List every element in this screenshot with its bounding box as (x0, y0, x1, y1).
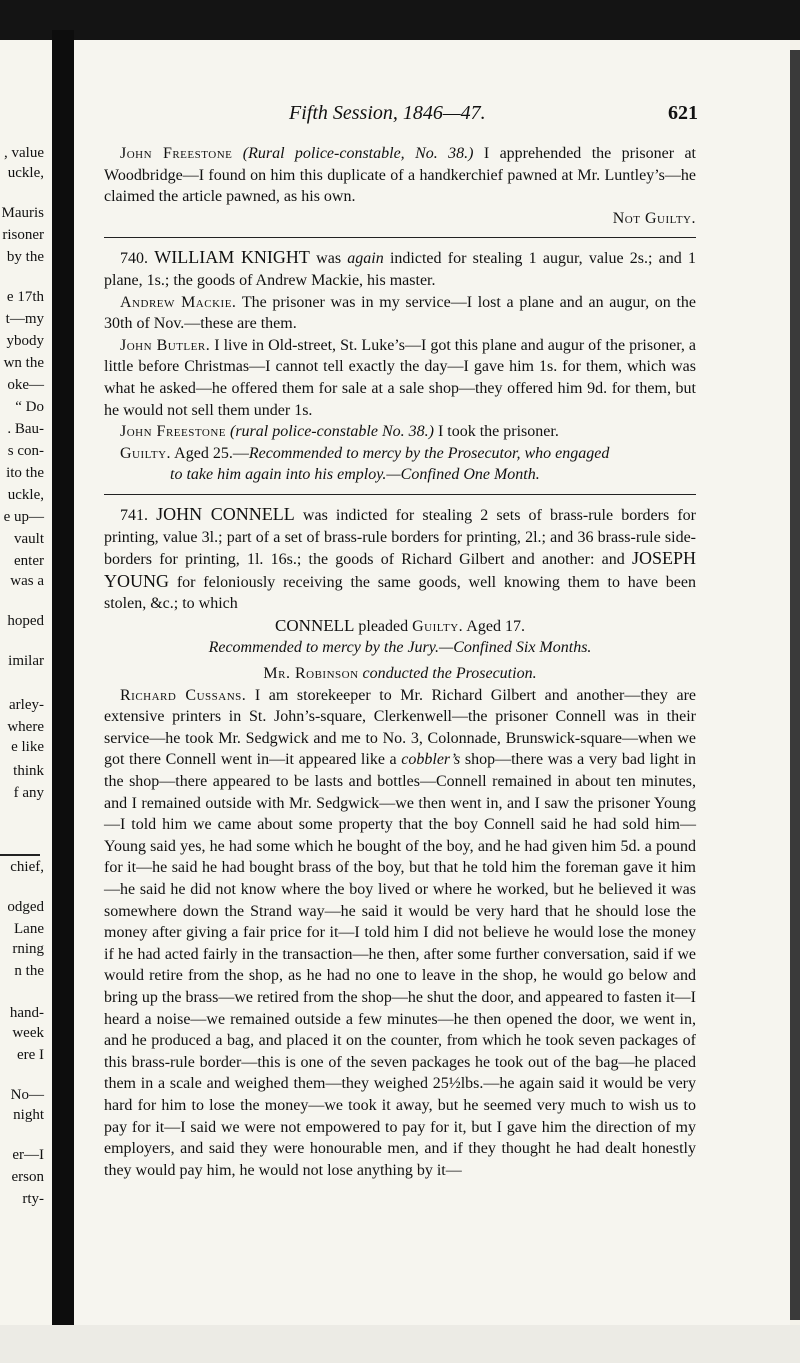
was-text: was (316, 250, 342, 268)
left-page-fragment: f any (13, 785, 44, 801)
left-page-fragment: ere I (16, 1047, 44, 1063)
charge-text: was indicted for stealing 2 sets of brass-rule borders for printing, value 3l.; part of a set of brass-rule borders for printing, 2l.; and 36 brass-rule side-borders for printing, 1l. 16s.; the goods of Richard Gilbert and another: and (104, 506, 696, 569)
left-page-fragment: e like (11, 739, 44, 755)
case-741-heading (104, 504, 696, 615)
witness-role: (Rural police-constable, No. 38.) (242, 145, 474, 162)
left-page-fragment: ybody (6, 333, 44, 349)
scan-bottom-border (0, 1325, 800, 1363)
testimony-paragraph (104, 421, 696, 443)
testimony-text-2: shop—there was a very bad light in the shop—there appeared to be lasts and bottles—Connell remained in about ten minutes, and I remained outside with Mr. Sedgwick—we then went in, and I saw the prisoner Young—I told him we came about some property that the boy Connell said he had sold him—Young said yes, he had some which he bought of the boy, and he had given him 5d. a pound for it—he said he had bought brass of the boy, but that he told him the foreman gave it him—he said he did not know where the boy lived or where he worked, but he believed it was somewhere down the Strand way—he said it would be very hard that he should lose the money after giving a fair price for it—I told him I did not believe he would lose the money if he had acted fairly in the transaction—he then, after some further conversation, said if we would retire from the shop, as he had no one to leave in the shop, he would go below and bring up the brass—we retired from the shop—he shut the door, and appeared to fasten it—I heard a noise—we remained outside a few minutes—he then opened the door, we went in, and he produced a bag, and placed it on the counter, from which he took seven packages of this brass-rule border—this is one of the seven packages he took out of the bag—he placed them in a scale and weighed them—they weighed 25½lbs.—he again said it would be very hard for him to lose the money—we took it away, but he seemed very much to wish us to pay for it—I said we were not empowered to pay for it, but I gave him the direction of my employers, and said they were honourable men, and if they thought he had dealt honestly they would pay him, he would not lose anything by it— (104, 751, 697, 1179)
left-page-fragment: . Bau- (7, 421, 44, 437)
left-page-fragment: where (7, 719, 44, 735)
left-page-fragment: imilar (8, 653, 44, 669)
testimony-text: I live in Old-street, St. Luke’s—I got this plane and augur of the prisoner, a little before Christmas—I cannot tell exactly the day—I gave him 1s. for them, which was what he asked—he offered them for sale at a sale shop—they offered him 9d. for them, but he would not sell them under 1s. (104, 336, 697, 419)
left-page-fragment: risoner (2, 227, 44, 243)
page-header (104, 102, 698, 130)
book-gutter (52, 30, 74, 1325)
left-page-fragment: week (12, 1025, 44, 1041)
left-page-fragment: odged (7, 899, 44, 915)
testimony-text: I am storekeeper to Mr. Richard Gilbert and another—they are extensive printers in St. John’s-square, Clerkenwell—the prisoner Connell was in their service—he took Mr. Sedgwick and me to No. 3, Colonnade, Brunswick-square—when we got there Connell went in—it appeared like a (104, 686, 697, 769)
testimony-paragraph (104, 685, 696, 1182)
left-page-fragment: No— (10, 1087, 44, 1103)
left-page-fragment: Lane (14, 921, 44, 937)
left-page-fragment: hoped (7, 613, 44, 629)
left-page-fragment: chief, (10, 859, 44, 875)
verdict-sentence: to take him again into his employ.—Confined One Month. (170, 466, 540, 484)
verdict-word: Guilty. (120, 444, 172, 462)
left-page-fragment: e up— (3, 509, 44, 525)
recommendation-line: Recommended to mercy by the Jury.—Confined Six Months. (208, 639, 592, 657)
witness-name: Andrew Mackie. (120, 293, 237, 311)
left-page-rule (0, 854, 40, 856)
left-page-fragment: by the (6, 249, 44, 265)
left-page-fragment: t—my (5, 311, 44, 327)
left-page-fragment: er—I (12, 1147, 44, 1163)
left-page-fragment: vault (14, 531, 44, 547)
left-page-fragment: s con- (7, 443, 44, 459)
cobbler-text: cobbler’s (401, 751, 461, 769)
prev-case-verdict: Not Guilty. (612, 209, 696, 227)
case-number: 741. (120, 506, 148, 524)
left-page-fragment: uckle, (7, 487, 44, 503)
left-page-fragment: rning (12, 941, 44, 957)
prosecution-text: conducted the Prosecution. (362, 665, 537, 683)
left-page-fragment: was a (10, 573, 44, 589)
verdict-age: Aged 25.— (174, 444, 249, 462)
left-page-fragment: wn the (3, 355, 44, 371)
charge-text: indicted for stealing 1 augur, value 2s.; and 1 plane, 1s.; the goods of Andrew Mackie, his master. (104, 250, 697, 289)
left-page-fragment: , value (4, 145, 44, 161)
defendant-name: WILLIAM KNIGHT (154, 247, 310, 268)
testimony-text: I apprehended the prisoner at Woodbridge—I found on him this duplicate of a handkerchief pawned at Mr. Luntley’s—he claimed the article pawned, as his own. (104, 145, 696, 206)
witness-name: John Freestone (120, 423, 226, 441)
witness-name: John Butler. (120, 336, 211, 354)
left-page-fragment: ito the (6, 465, 44, 481)
document-page (74, 40, 790, 1325)
page-body (104, 143, 696, 1181)
left-page-fragment: think (13, 763, 44, 779)
left-page-fragment: n the (14, 963, 44, 979)
plea-age: Aged 17. (466, 617, 525, 635)
page-number: 621 (668, 102, 698, 124)
left-page-fragment: erson (11, 1169, 44, 1185)
left-page-fragment: hand- (9, 1005, 44, 1021)
scan-right-border (790, 50, 800, 1320)
verdict-line (104, 443, 696, 465)
co-defendant-name: JOSEPH YOUNG (104, 548, 696, 591)
prev-case-testimony (104, 143, 696, 208)
witness-name: John Freestone (120, 145, 233, 162)
case-divider (104, 237, 696, 238)
testimony-text: I took the prisoner. (437, 423, 559, 441)
testimony-text: The prisoner was in my service—I lost a plane and an augur, on the 30th of Nov.—these are them. (104, 293, 697, 333)
left-page-fragment: e 17th (6, 289, 44, 305)
plea-line (104, 615, 696, 638)
left-page-fragment: enter (14, 553, 44, 569)
left-page-fragment: Mauris (1, 205, 44, 221)
plea-word: Guilty. (412, 617, 464, 635)
defendant-name: JOHN CONNELL (156, 503, 295, 524)
running-title: Fifth Session, 1846—47. (289, 102, 486, 124)
prosecution-line (104, 663, 696, 685)
left-page-fragment: rty- (22, 1191, 44, 1207)
left-page-fragment: uckle, (7, 165, 44, 181)
plea-text: pleaded (358, 617, 409, 635)
left-page-fragment: “ Do (15, 399, 44, 415)
case-divider (104, 494, 696, 495)
witness-role: (rural police-constable No. 38.) (229, 423, 434, 441)
case-number: 740. (120, 250, 148, 268)
verdict-recommendation: Recommended to mercy by the Prosecutor, who engaged (248, 444, 610, 462)
case-740-heading (104, 247, 696, 291)
left-page-margin (0, 40, 52, 1325)
counsel-name: Mr. Robinson (263, 665, 359, 683)
charge-text-2: for feloniously receiving the same goods, well knowing them to have been stolen, &c.; to which (104, 573, 697, 613)
scan-top-border (0, 0, 800, 40)
left-page-fragment: night (13, 1107, 44, 1123)
plea-name: CONNELL (275, 615, 355, 635)
testimony-paragraph (104, 292, 696, 335)
left-page-fragment: oke— (7, 377, 44, 393)
again-text: again (347, 250, 384, 268)
left-page-fragment: arley- (9, 697, 44, 713)
testimony-paragraph (104, 335, 696, 421)
witness-name: Richard Cussans. (120, 686, 247, 704)
